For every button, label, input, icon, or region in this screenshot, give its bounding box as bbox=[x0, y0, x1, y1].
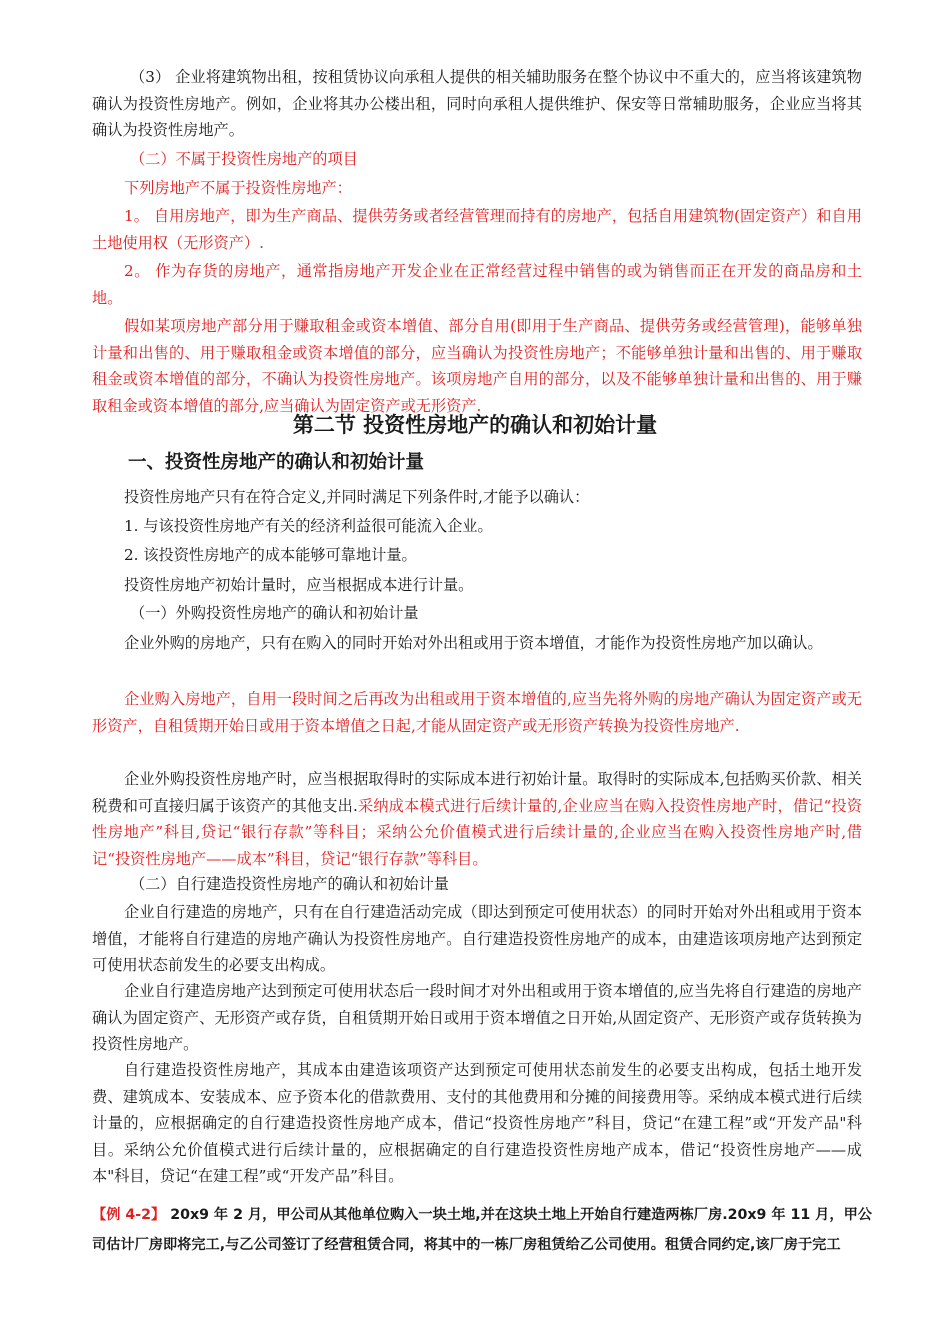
paragraph-purchase-2: 企业购入房地产，自用一段时间之后再改为出租或用于资本增值的,应当先将外购的房地产确认为固定资产或无形资产，自租赁期开始日或用于资本增值之日起,才能从固定资产或无形资产转换为投资性房地产. bbox=[92, 690, 862, 735]
paragraph-initial-measurement: 投资性房地产初始计量时，应当根据成本进行计量。 bbox=[124, 576, 474, 594]
paragraph-not-belong-1: 1。 自用房地产，即为生产商品、提供劳务或者经营管理而持有的房地产，包括自用建筑物(固定资产）和自用土地使用权（无形资产）. bbox=[92, 207, 862, 252]
section-title: 第二节 投资性房地产的确认和初始计量 bbox=[292, 413, 658, 437]
paragraph-self-built-1: 企业自行建造的房地产，只有在自行建造活动完成（即达到预定可使用状态）的同时开始对外出租或用于资本增值，才能将自行建造的房地产确认为投资性房地产。自行建造投资性房地产的成本，由建造该项房地产达到预定可使用状态前发生的必要支出构成。 bbox=[92, 903, 862, 974]
paragraph-conditions-intro: 投资性房地产只有在符合定义,并同时满足下列条件时,才能予以确认： bbox=[124, 488, 590, 506]
paragraph-condition-2: 2. 该投资性房地产的成本能够可靠地计量。 bbox=[124, 546, 417, 564]
paragraph-not-belong-intro: 下列房地产不属于投资性房地产： bbox=[124, 179, 352, 197]
heading-not-investment-property: （二）不属于投资性房地产的项目 bbox=[130, 150, 358, 168]
paragraph-purchase-3 bbox=[92, 766, 862, 872]
paragraph-not-belong-2: 2。 作为存货的房地产，通常指房地产开发企业在正常经营过程中销售的或为销售而正在开发的商品房和土地。 bbox=[92, 262, 862, 307]
paragraph-condition-1: 1. 与该投资性房地产有关的经济利益很可能流入企业。 bbox=[124, 517, 493, 535]
example-tag: 【例 4-2】 bbox=[92, 1207, 166, 1224]
heading-self-built-property: （二）自行建造投资性房地产的确认和初始计量 bbox=[130, 875, 449, 893]
example-4-2 bbox=[92, 1200, 872, 1260]
paragraph-item-3: （3） 企业将建筑物出租，按租赁协议向承租人提供的相关辅助服务在整个协议中不重大的，应当将该建筑物确认为投资性房地产。例如，企业将其办公楼出租，同时向承租人提供维护、保安等日常辅助服务，企业应当将其确认为投资性房地产。 bbox=[92, 68, 862, 139]
example-text: 20x9 年 2 月，甲公司从其他单位购入一块土地,并在这块土地上开始自行建造两栋厂房.20x9 年 11 月，甲公司估计厂房即将完工,与乙公司签订了经营租赁合同，将其中的一栋厂房租赁给乙公司使用。租赁合同约定,该厂房于完工 bbox=[92, 1207, 872, 1254]
purchase-entry-text: 采纳成本模式进行后续计量的,企业应当在购入投资性房地产时，借记“投资性房地产”科目,贷记“银行存款”等科目；采纳公允价值模式进行后续计量的,企业应当在购入投资性房地产时,借记“投资性房地产——成本”科目，贷记“银行存款”等科目。 bbox=[92, 796, 862, 868]
purchase-cost-text: 企业外购投资性房地产时，应当根据取得时的实际成本进行初始计量。取得时的实际成本,包括购买价款、相关税费和可直接归属于该资产的其他支出. bbox=[92, 770, 862, 815]
subsection-title: 一、投资性房地产的确认和初始计量 bbox=[128, 452, 425, 473]
paragraph-partial-use: 假如某项房地产部分用于赚取租金或资本增值、部分自用(即用于生产商品、提供劳务或经营管理)，能够单独计量和出售的、用于赚取租金或资本增值的部分，应当确认为投资性房地产；不能够单独计量和出售的、用于赚取租金或资本增值的部分，不确认为投资性房地产。该项房地产自用的部分，以及不能够单独计量和出售的、用于赚取租金或资本增值的部分,应当确认为固定资产或无形资产. bbox=[92, 317, 862, 415]
heading-purchased-property: （一）外购投资性房地产的确认和初始计量 bbox=[130, 604, 419, 622]
paragraph-purchase-1: 企业外购的房地产，只有在购入的同时开始对外出租或用于资本增值，才能作为投资性房地产加以确认。 bbox=[124, 634, 823, 652]
paragraph-self-built-3: 自行建造投资性房地产，其成本由建造该项资产达到预定可使用状态前发生的必要支出构成，包括土地开发费、建筑成本、安装成本、应予资本化的借款费用、支付的其他费用和分摊的间接费用等。采纳成本模式进行后续计量的，应根据确定的自行建造投资性房地产成本，借记“投资性房地产”科目，贷记“在建工程”或“开发产品"科目。采纳公允价值模式进行后续计量的，应根据确定的自行建造投资性房地产成本，借记“投资性房地产——成本"科目，贷记“在建工程”或“开发产品”科目。 bbox=[92, 1061, 862, 1185]
paragraph-self-built-2: 企业自行建造房地产达到预定可使用状态后一段时间才对外出租或用于资本增值的,应当先将自行建造的房地产确认为固定资产、无形资产或存货，自租赁期开始日或用于资本增值之日开始,从固定资产、无形资产或存货转换为投资性房地产。 bbox=[92, 982, 862, 1053]
